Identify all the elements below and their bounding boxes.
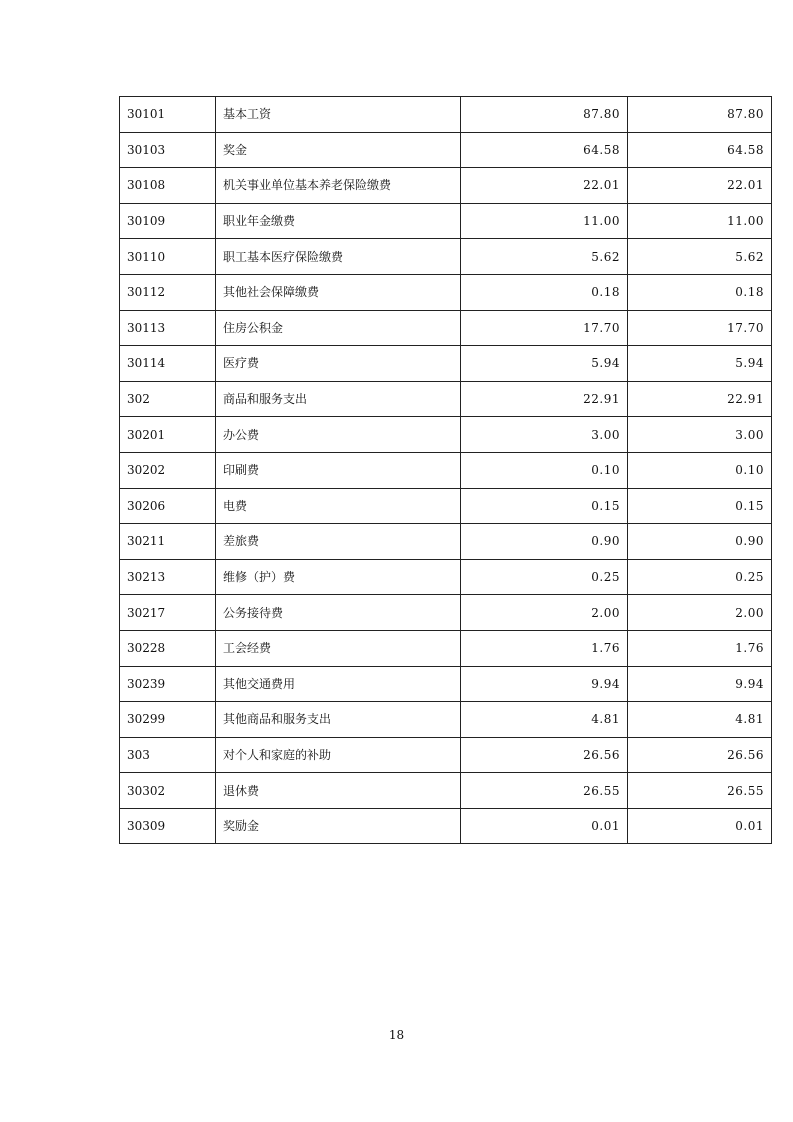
table-row <box>120 97 772 133</box>
item-name-cell: 其他交通费用 <box>216 666 461 702</box>
amount-cell: 26.55 <box>628 773 772 809</box>
amount-cell: 0.18 <box>461 274 628 310</box>
item-name-cell: 办公费 <box>216 417 461 453</box>
amount-cell: 4.81 <box>461 702 628 738</box>
amount-cell: 9.94 <box>628 666 772 702</box>
table-row <box>120 595 772 631</box>
item-code-cell: 30213 <box>120 559 216 595</box>
item-name-cell: 商品和服务支出 <box>216 381 461 417</box>
page-number: 18 <box>388 1028 405 1042</box>
item-code-cell: 30101 <box>120 97 216 133</box>
table-row <box>120 203 772 239</box>
amount-cell: 11.00 <box>628 203 772 239</box>
item-code-cell: 30211 <box>120 524 216 560</box>
table-row <box>120 452 772 488</box>
item-name-cell: 奖金 <box>216 132 461 168</box>
amount-cell: 87.80 <box>628 97 772 133</box>
amount-cell: 5.94 <box>461 346 628 382</box>
table-row <box>120 702 772 738</box>
item-code-cell: 30103 <box>120 132 216 168</box>
item-code-cell: 302 <box>120 381 216 417</box>
table-row <box>120 168 772 204</box>
table-row <box>120 381 772 417</box>
item-name-cell: 公务接待费 <box>216 595 461 631</box>
item-name-cell: 基本工资 <box>216 97 461 133</box>
expenditure-table-body <box>120 97 772 844</box>
item-code-cell: 30108 <box>120 168 216 204</box>
table-row <box>120 524 772 560</box>
item-code-cell: 30202 <box>120 452 216 488</box>
amount-cell: 0.10 <box>628 452 772 488</box>
amount-cell: 2.00 <box>461 595 628 631</box>
table-row <box>120 132 772 168</box>
table-row <box>120 737 772 773</box>
amount-cell: 17.70 <box>461 310 628 346</box>
item-name-cell: 奖励金 <box>216 808 461 844</box>
amount-cell: 0.01 <box>628 808 772 844</box>
item-name-cell: 职工基本医疗保险缴费 <box>216 239 461 275</box>
item-code-cell: 30110 <box>120 239 216 275</box>
amount-cell: 26.56 <box>461 737 628 773</box>
table-row <box>120 559 772 595</box>
item-name-cell: 印刷费 <box>216 452 461 488</box>
amount-cell: 0.25 <box>461 559 628 595</box>
table-row <box>120 808 772 844</box>
amount-cell: 4.81 <box>628 702 772 738</box>
amount-cell: 0.18 <box>628 274 772 310</box>
table-row <box>120 346 772 382</box>
amount-cell: 22.01 <box>461 168 628 204</box>
amount-cell: 22.91 <box>461 381 628 417</box>
table-row <box>120 274 772 310</box>
item-name-cell: 对个人和家庭的补助 <box>216 737 461 773</box>
item-code-cell: 30299 <box>120 702 216 738</box>
item-code-cell: 30217 <box>120 595 216 631</box>
table-row <box>120 417 772 453</box>
amount-cell: 0.90 <box>461 524 628 560</box>
item-name-cell: 差旅费 <box>216 524 461 560</box>
amount-cell: 5.94 <box>628 346 772 382</box>
amount-cell: 3.00 <box>628 417 772 453</box>
table-row <box>120 488 772 524</box>
item-code-cell: 30206 <box>120 488 216 524</box>
item-code-cell: 30309 <box>120 808 216 844</box>
amount-cell: 0.10 <box>461 452 628 488</box>
item-name-cell: 职业年金缴费 <box>216 203 461 239</box>
amount-cell: 0.90 <box>628 524 772 560</box>
item-code-cell: 30228 <box>120 630 216 666</box>
table-row <box>120 310 772 346</box>
amount-cell: 0.15 <box>628 488 772 524</box>
item-name-cell: 其他商品和服务支出 <box>216 702 461 738</box>
amount-cell: 0.25 <box>628 559 772 595</box>
item-name-cell: 住房公积金 <box>216 310 461 346</box>
table-row <box>120 630 772 666</box>
item-name-cell: 维修（护）费 <box>216 559 461 595</box>
amount-cell: 9.94 <box>461 666 628 702</box>
amount-cell: 0.01 <box>461 808 628 844</box>
item-code-cell: 30201 <box>120 417 216 453</box>
amount-cell: 1.76 <box>461 630 628 666</box>
item-name-cell: 退休费 <box>216 773 461 809</box>
item-name-cell: 其他社会保障缴费 <box>216 274 461 310</box>
amount-cell: 64.58 <box>461 132 628 168</box>
amount-cell: 22.91 <box>628 381 772 417</box>
item-name-cell: 医疗费 <box>216 346 461 382</box>
amount-cell: 5.62 <box>461 239 628 275</box>
item-code-cell: 303 <box>120 737 216 773</box>
item-code-cell: 30239 <box>120 666 216 702</box>
table-row <box>120 666 772 702</box>
item-name-cell: 电费 <box>216 488 461 524</box>
amount-cell: 11.00 <box>461 203 628 239</box>
amount-cell: 17.70 <box>628 310 772 346</box>
item-name-cell: 机关事业单位基本养老保险缴费 <box>216 168 461 204</box>
amount-cell: 87.80 <box>461 97 628 133</box>
expenditure-table <box>119 96 772 844</box>
item-code-cell: 30112 <box>120 274 216 310</box>
amount-cell: 1.76 <box>628 630 772 666</box>
amount-cell: 3.00 <box>461 417 628 453</box>
item-name-cell: 工会经费 <box>216 630 461 666</box>
amount-cell: 5.62 <box>628 239 772 275</box>
amount-cell: 0.15 <box>461 488 628 524</box>
item-code-cell: 30109 <box>120 203 216 239</box>
amount-cell: 2.00 <box>628 595 772 631</box>
amount-cell: 26.55 <box>461 773 628 809</box>
table-row <box>120 239 772 275</box>
amount-cell: 64.58 <box>628 132 772 168</box>
amount-cell: 22.01 <box>628 168 772 204</box>
amount-cell: 26.56 <box>628 737 772 773</box>
item-code-cell: 30113 <box>120 310 216 346</box>
item-code-cell: 30114 <box>120 346 216 382</box>
item-code-cell: 30302 <box>120 773 216 809</box>
table-row <box>120 773 772 809</box>
